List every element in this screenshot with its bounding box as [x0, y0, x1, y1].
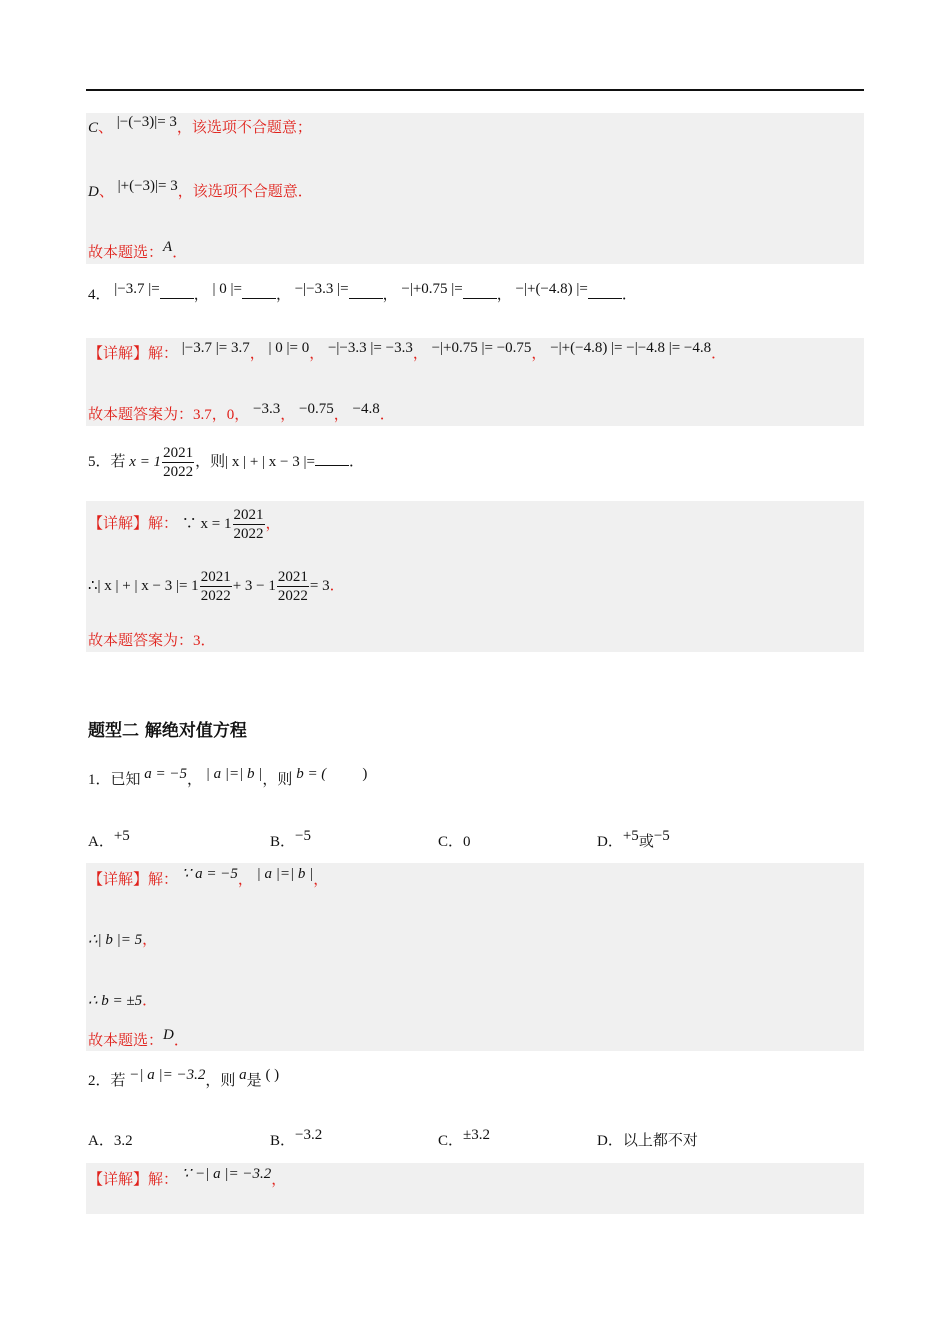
q5-detail-therefore: ∴| x | + | x − 3 |= 1 $\frac{2021}{2022}$ + 3 − 1 $\frac{2021}{2022}$ = 3． [88, 569, 345, 604]
question-4: 4． |−3.7 |= ， | 0 |= ， −|−3.3 |= ， −|+0.75 |= ， −|+(−4.8) |= ． [88, 281, 637, 303]
q5-detail-because: 【详解】解： ∵ x = 1 $\frac{2021}{2022}$ ， [88, 507, 281, 542]
s2q1-detail-because: 【详解】解： ∵ a = −5， | a |=| b |， [88, 866, 329, 888]
s2q2-option-b: B．−3.2 [270, 1127, 323, 1149]
s2q2-option-d: D．以上都不对 [597, 1133, 698, 1149]
solution-box-s2q1 [86, 863, 864, 1051]
s2q1-option-c: C．0 [438, 834, 471, 850]
header-rule [86, 89, 864, 91]
s2q1-option-a: A．+5 [88, 828, 130, 850]
option-c-analysis: C、 |−(−3)|= 3，该选项不合题意； [88, 114, 312, 136]
q5-answer: 故本题答案为：3． [88, 633, 216, 649]
s2-question-1: 1．已知 a = −5， | a |=| b |，则 b = ( ) [88, 766, 368, 788]
prev-answer: 故本题选：A． [88, 239, 188, 261]
question-5: 5．若 x = 1 $\frac{2021}{2022}$ ，则| x | + | x − 3 |= ． [88, 445, 364, 480]
s2q2-detail-because: 【详解】解： ∵ −| a |= −3.2， [88, 1166, 287, 1188]
q4-answer: 故本题答案为：3.7，0， −3.3， −0.75， −4.8． [88, 401, 395, 423]
s2q2-option-a: A．3.2 [88, 1133, 133, 1149]
section-title: 题型二 解绝对值方程 [88, 721, 247, 741]
s2q2-option-c: C．±3.2 [438, 1127, 490, 1149]
s2-question-2: 2．若 −| a |= −3.2，则 a是 ( ) [88, 1067, 280, 1089]
option-d-analysis: D、 |+(−3)|= 3，该选项不合题意． [88, 178, 313, 200]
s2q1-option-b: B．−5 [270, 828, 311, 850]
q4-detail: 【详解】解： |−3.7 |= 3.7， | 0 |= 0， −|−3.3 |= −3.3， −|+0.75 |= −0.75， −|+(−4.8) |= −|−4.8 |= −4.8． [88, 340, 727, 362]
s2q1-option-d: D．+5或−5 [597, 828, 670, 850]
fraction-2021-2022: $\frac{2021}{2022}$ [163, 445, 194, 480]
s2q1-step2: ∴| b |= 5， [88, 932, 158, 948]
s2q1-step3: ∴ b = ±5． [88, 993, 158, 1009]
s2q1-answer: 故本题选：D． [88, 1027, 189, 1049]
